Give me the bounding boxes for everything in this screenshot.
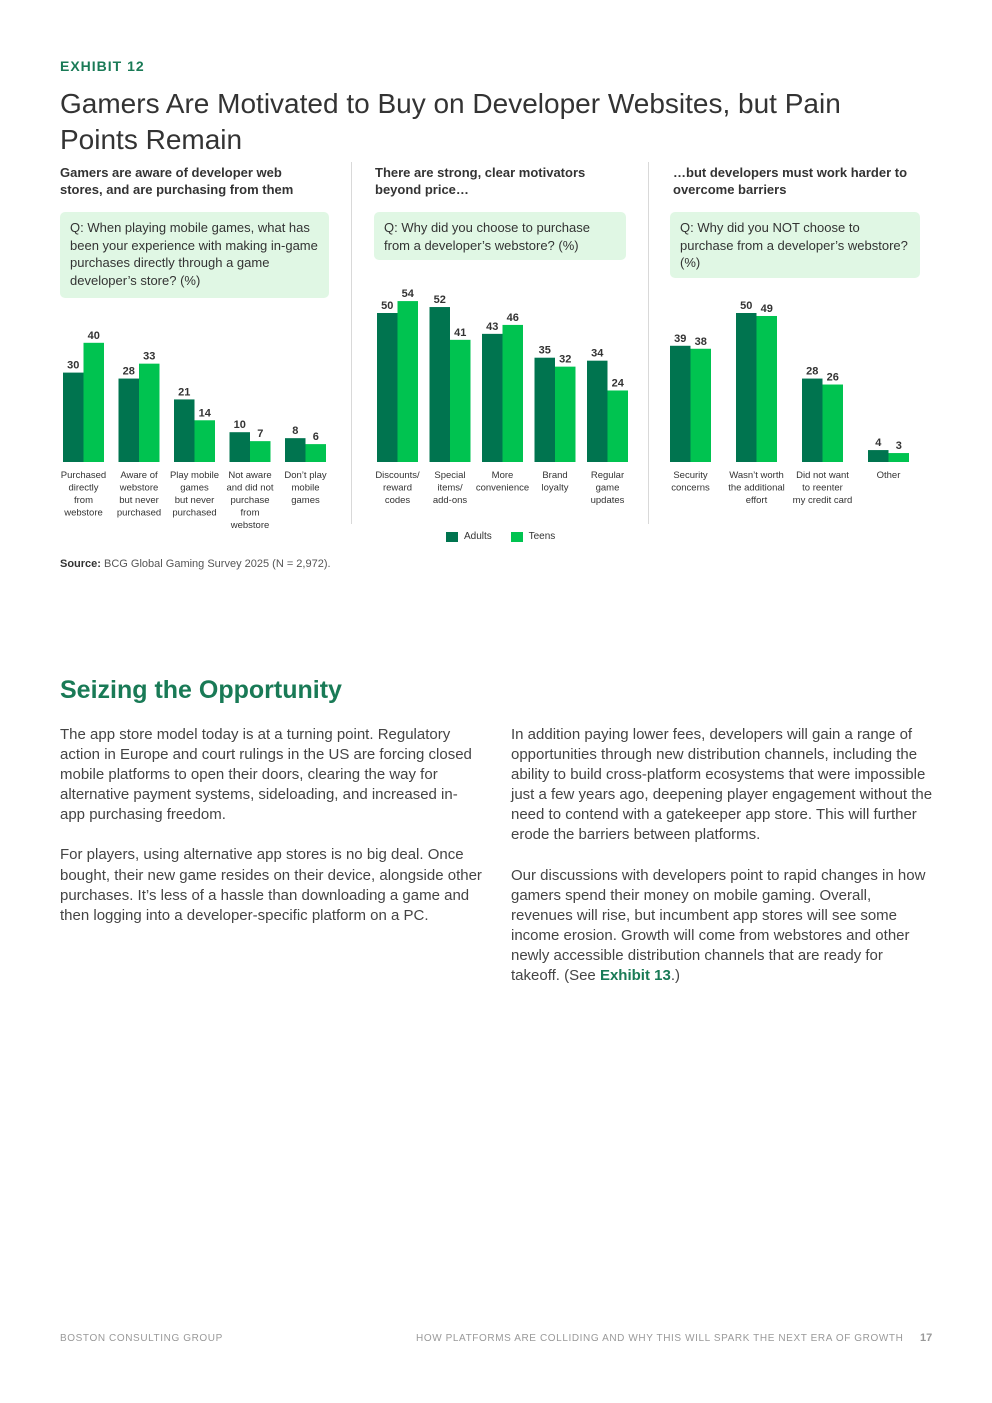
exhibit-label: EXHIBIT 12 — [60, 58, 145, 74]
data-label-c3-teens-1: 38 — [694, 335, 707, 348]
paragraph: For players, using alternative app stores is no big deal. Once bought, their new game resides on their device, alongside other purchases. It’s less of a hassle than downloading a game and then logging into a developer-specific platform on a PC. — [60, 846, 482, 924]
article-column-1 — [60, 725, 482, 946]
category-label-c2-1: Discounts/ reward codes — [375, 470, 420, 506]
bar-adults-c1-3 — [174, 399, 195, 462]
data-label-c1-adults-1: 30 — [67, 359, 80, 372]
bar-adults-c2-2 — [430, 307, 451, 462]
data-label-c3-teens-4: 3 — [895, 440, 902, 453]
bar-teens-c2-5 — [608, 390, 629, 462]
legend-swatch-adults — [446, 532, 458, 542]
bar-teens-c2-4 — [555, 367, 576, 462]
bar-teens-c3-3 — [823, 385, 844, 462]
data-label-c1-teens-5: 6 — [312, 431, 319, 444]
legend-label-teens: Teens — [528, 531, 556, 542]
exhibit-title: Gamers Are Motivated to Buy on Developer Websites, but Pain Points Remain — [60, 88, 841, 155]
question-box-1: Q: When playing mobile games, what has been your experience with making in-game purchases directly through a game developer’s store? (%) — [60, 212, 329, 298]
data-label-c1-teens-1: 40 — [87, 329, 100, 342]
footer-right: HOW PLATFORMS ARE COLLIDING AND WHY THIS WILL SPARK THE NEXT ERA OF GROWTH — [416, 1333, 904, 1344]
bar-adults-c3-4 — [868, 450, 889, 462]
exhibit-13-link[interactable]: Exhibit 13 — [599, 967, 671, 985]
legend-item-adults — [446, 531, 492, 542]
bar-adults-c2-1 — [377, 313, 398, 462]
page-number: 17 — [920, 1332, 933, 1344]
charts-svg — [0, 0, 992, 560]
bar-teens-c2-3 — [503, 325, 524, 462]
data-label-c2-teens-1: 54 — [401, 288, 414, 301]
data-label-c2-adults-3: 43 — [486, 320, 499, 333]
data-label-c1-teens-2: 33 — [143, 350, 156, 363]
category-label-c2-4: Brand loyalty — [541, 470, 569, 494]
chart-legend — [446, 531, 571, 545]
data-label-c1-adults-2: 28 — [122, 365, 135, 378]
source-note — [60, 558, 331, 570]
data-label-c2-adults-5: 34 — [591, 347, 604, 360]
category-label-c2-5: Regular game updates — [590, 470, 625, 506]
category-label-c3-1: Security concerns — [671, 470, 710, 494]
data-label-c2-teens-4: 32 — [559, 353, 572, 366]
article-column-2 — [511, 725, 933, 1006]
paragraph: The app store model today is at a turning point. Regulatory action in Europe and court rulings in the US are forcing closed mobile platforms to open their doors, clearing the way for alternative payment systems, sideloading, and increased in-app purchasing freedom. — [60, 726, 472, 824]
data-label-c3-teens-3: 26 — [826, 371, 839, 384]
bar-adults-c2-3 — [482, 334, 503, 462]
data-label-c1-teens-4: 7 — [257, 428, 264, 441]
panel-heading-3: …but developers must work harder to overcome barriers — [673, 165, 908, 197]
panel-heading-2: There are strong, clear motivators beyond price… — [375, 165, 586, 197]
paragraph-text-end: .) — [670, 967, 680, 985]
data-label-c1-adults-4: 10 — [233, 419, 246, 432]
category-label-c1-2: Aware of webstore but never purchased — [116, 470, 162, 519]
bar-teens-c3-2 — [757, 316, 778, 462]
category-label-c1-1: Purchased directly from webstore — [60, 470, 107, 519]
bar-adults-c2-4 — [535, 358, 556, 462]
bar-teens-c1-2 — [139, 364, 160, 462]
category-label-c2-2: Special items/ add-ons — [432, 470, 468, 506]
bar-adults-c1-5 — [285, 438, 306, 462]
paragraph: In addition paying lower fees, developers will gain a range of opportunities through new distribution channels, including the ability to build cross-platform ecosystems that were impossible just a few years ago, deepening player engagement without the need to contend with a gatekeeper app store. This will further erode the barriers between platforms. — [511, 726, 933, 844]
bar-adults-c1-4 — [230, 432, 251, 462]
legend-item-teens — [511, 531, 556, 542]
category-label-c2-3: More convenience — [475, 470, 530, 494]
category-label-c1-4: Not aware and did not purchase from webstore — [226, 470, 274, 531]
data-label-c1-adults-3: 21 — [178, 386, 191, 399]
category-label-c3-2: Wasn’t worth the additional effort — [728, 470, 785, 506]
data-label-c2-adults-4: 35 — [538, 344, 551, 357]
bar-teens-c1-3 — [195, 420, 216, 462]
bar-teens-c3-1 — [691, 349, 712, 462]
bar-teens-c3-4 — [889, 453, 910, 462]
bar-adults-c1-2 — [119, 379, 140, 462]
legend-swatch-teens — [511, 532, 523, 542]
bar-teens-c1-5 — [306, 444, 327, 462]
category-label-c1-3: Play mobile games but never purchased — [169, 470, 220, 519]
data-label-c3-adults-3: 28 — [806, 365, 819, 378]
bar-teens-c2-2 — [450, 340, 471, 462]
question-box-3: Q: Why did you NOT choose to purchase from a developer’s webstore? (%) — [670, 212, 920, 278]
bar-adults-c3-3 — [802, 379, 823, 462]
paragraph-with-link — [511, 866, 933, 987]
data-label-c1-adults-5: 8 — [292, 425, 299, 438]
question-box-2: Q: Why did you choose to purchase from a developer’s webstore? (%) — [374, 212, 626, 260]
data-label-c3-adults-2: 50 — [740, 300, 753, 312]
category-label-c1-5: Don’t play mobile games — [284, 470, 327, 506]
bar-teens-c1-1 — [84, 343, 105, 462]
bar-teens-c2-1 — [398, 301, 419, 462]
panel-heading-1: Gamers are aware of developer web stores, and are purchasing from them — [60, 165, 294, 197]
legend-label-adults: Adults — [464, 531, 492, 542]
data-label-c3-adults-4: 4 — [875, 437, 882, 450]
bar-teens-c1-4 — [250, 441, 271, 462]
category-label-c3-4: Other — [876, 470, 901, 481]
bar-adults-c1-1 — [63, 373, 84, 462]
footer-left: BOSTON CONSULTING GROUP — [60, 1333, 223, 1344]
data-label-c3-adults-1: 39 — [674, 332, 687, 345]
data-label-c2-teens-3: 46 — [506, 311, 519, 324]
bar-adults-c3-2 — [736, 313, 757, 462]
data-label-c3-teens-2: 49 — [760, 302, 773, 315]
source-label: Source: — [60, 558, 101, 570]
data-label-c1-teens-3: 14 — [198, 407, 211, 420]
bar-adults-c2-5 — [587, 361, 608, 462]
data-label-c2-adults-2: 52 — [433, 294, 446, 307]
data-label-c2-teens-2: 41 — [454, 326, 467, 339]
paragraph-text: Our discussions with developers point to rapid changes in how gamers spend their money on mobile gaming. Overall, revenues will rise, but incumbent app stores will see some income erosion. Growth will come from webstores and other newly accessible distribution channels that are ready for takeoff. (See — [511, 866, 926, 985]
source-text: BCG Global Gaming Survey 2025 (N = 2,972). — [104, 558, 331, 570]
data-label-c2-teens-5: 24 — [611, 377, 624, 390]
data-label-c2-adults-1: 50 — [381, 300, 394, 312]
bar-adults-c3-1 — [670, 346, 691, 462]
category-label-c3-3: Did not want to reenter my credit card — [792, 470, 853, 506]
section-title: Seizing the Opportunity — [60, 676, 342, 704]
